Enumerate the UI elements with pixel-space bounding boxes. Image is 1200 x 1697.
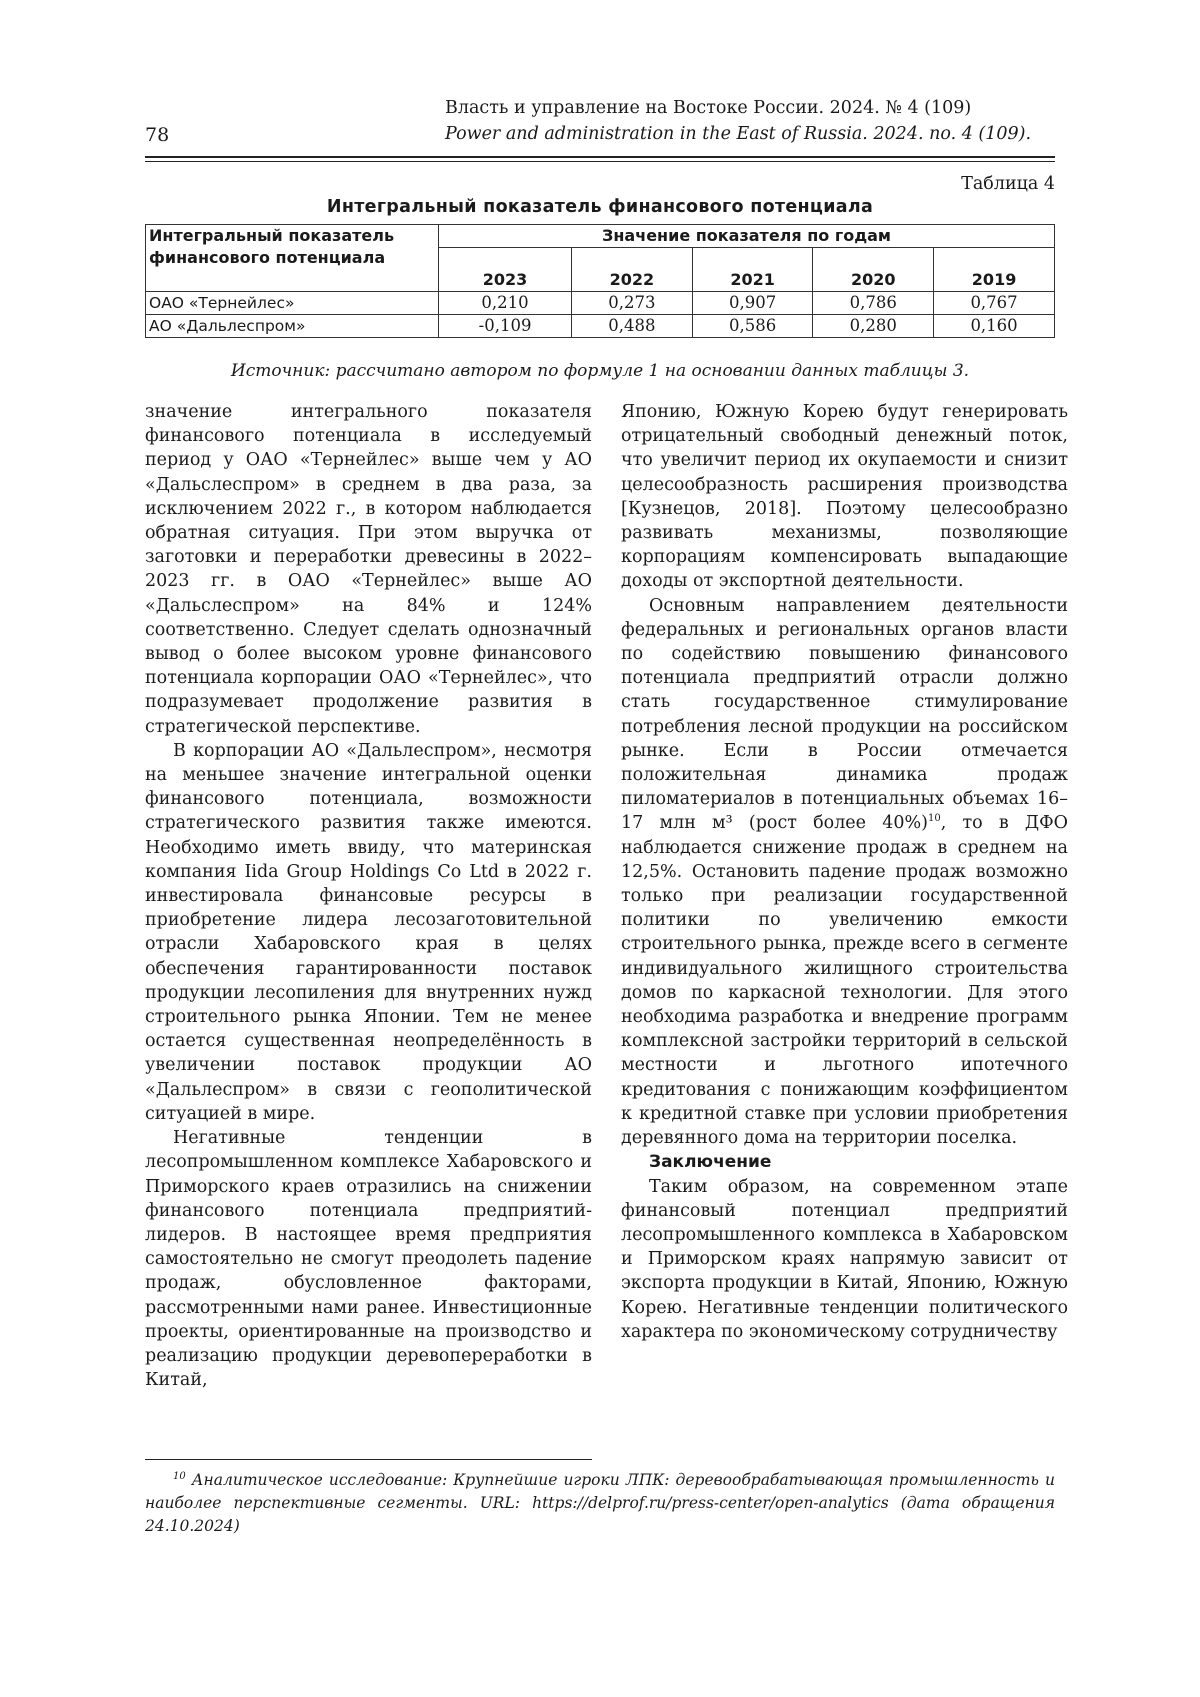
section-heading: Заключение bbox=[649, 1152, 772, 1173]
table-header-indicator: Интегральный показатель финансового потенциала bbox=[146, 225, 439, 292]
table-row-name: ОАО «Тернейлес» bbox=[146, 292, 439, 315]
table-cell: 0,160 bbox=[934, 315, 1055, 338]
paragraph: Японию, Южную Корею будут генерировать отрицательный свободный денежный поток, что увеличит период их окупаемости и снизит целесообразность расширения производства [Кузнецов, 2018]. Поэтому целесообразно развивать механизмы, позволяющие корпорациям компенсировать выпадающие доходы от экспортной деятельности. bbox=[621, 402, 1068, 592]
footnote-reference[interactable]: 10 bbox=[927, 813, 941, 825]
running-header bbox=[145, 98, 1055, 160]
paragraph bbox=[621, 594, 1068, 1151]
left-text-column bbox=[145, 400, 592, 1392]
footnote-text: Аналитическое исследование: Крупнейшие игроки ЛПК: деревообрабатывающая промышленность и наиболее перспективные сегменты. URL: https://delprof.ru/press-center/open-analytics (дата обращения 24.10.2024) bbox=[145, 1471, 1055, 1535]
journal-title-ru: Власть и управление на Востоке России. 2024. № 4 (109) bbox=[445, 98, 972, 118]
table-title: Интегральный показатель финансового потенциала bbox=[326, 197, 874, 217]
table-label: Таблица 4 bbox=[961, 174, 1055, 194]
table-cell: 0,210 bbox=[439, 292, 572, 315]
financial-potential-table bbox=[145, 224, 1055, 338]
paragraph-text: Основным направлением деятельности федеральных и региональных органов власти по содействию повышению финансового потенциала предприятий отрасли должно стать государственное стимулирование потребления лесной продукции на российском рынке. Если в России отмечается положительная динамика продаж пиломатериалов в потенциальных объемах 16–17 млн м³ (рост более 40%) bbox=[621, 595, 1068, 834]
paragraph: В корпорации АО «Дальлеспром», несмотря на меньшее значение интегральной оценки финансового потенциала, возможности стратегического развития также имеются. Необходимо иметь ввиду, что материнская компания Iida Group Holdings Co Ltd в 2022 г. инвестировала финансовые ресурсы в приобретение лидера лесозаготовительной отрасли Хабаровского края в целях обеспечения гарантированности поставок продукции лесопиления для внутренних нужд строительного рынка Японии. Тем не менее остается существенная неопределённость в увеличении поставок продукции АО «Дальлеспром» в связи с геополитической ситуацией в мире. bbox=[145, 740, 592, 1124]
table-row-name: АО «Дальлеспром» bbox=[146, 315, 439, 338]
header-rule-thick bbox=[145, 156, 1055, 158]
table-header-year: 2019 bbox=[934, 248, 1055, 292]
right-text-column bbox=[621, 400, 1068, 1344]
table-cell: 0,907 bbox=[692, 292, 813, 315]
journal-title-en: Power and administration in the East of Russia. 2024. no. 4 (109). bbox=[445, 124, 1032, 144]
footnote-rule bbox=[145, 1459, 592, 1460]
table-header-year: 2021 bbox=[692, 248, 813, 292]
table-header-years-group: Значение показателя по годам bbox=[439, 225, 1055, 248]
paragraph: Таким образом, на современном этапе финансовый потенциал предприятий лесопромышленного комплекса в Хабаровском и Приморском краях напрямую зависит от экспорта продукции в Китай, Японию, Южную Корею. Негативные тенденции политического характера по экономическому сотрудничеству bbox=[621, 1176, 1068, 1342]
table-cell: 0,273 bbox=[572, 292, 693, 315]
table-header-year: 2022 bbox=[572, 248, 693, 292]
table-cell: 0,767 bbox=[934, 292, 1055, 315]
table-source-note: Источник: рассчитано автором по формуле 1 на основании данных таблицы 3. bbox=[230, 361, 970, 381]
table-cell: -0,109 bbox=[439, 315, 572, 338]
table-header-year: 2020 bbox=[813, 248, 934, 292]
table-cell: 0,280 bbox=[813, 315, 934, 338]
page-number: 78 bbox=[145, 124, 170, 146]
header-rule-thin bbox=[145, 161, 1055, 162]
table-row bbox=[146, 315, 1055, 338]
paragraph: значение интегрального показателя финансового потенциала в исследуемый период у ОАО «Тернейлес» выше чем у АО «Дальслеспром» в среднем в два раза, за исключением 2022 г., в котором наблюдается обратная ситуация. При этом выручка от заготовки и переработки древесины в 2022–2023 гг. в ОАО «Тернейлес» выше АО «Дальслеспром» на 84% и 124% соответственно. Следует сделать однозначный вывод о более высоком уровне финансового потенциала корпорации ОАО «Тернейлес», что подразумевает продолжение развития в стратегической перспективе. bbox=[145, 402, 592, 737]
footnote bbox=[145, 1469, 1055, 1538]
table-cell: 0,786 bbox=[813, 292, 934, 315]
footnote-marker: 10 bbox=[173, 1470, 186, 1482]
table-cell: 0,586 bbox=[692, 315, 813, 338]
paragraph-text: , то в ДФО наблюдается снижение продаж в среднем на 12,5%. Остановить падение продаж возможно только при реализации государственной политики по увеличению емкости строительного рынка, прежде всего в сегменте индивидуального жилищного строительства домов по каркасной технологии. Для этого необходима разработка и внедрение программ комплексной застройки территорий в сельской местности и льготного ипотечного кредитования с понижающим коэффициентом к кредитной ставке при условии приобретения деревянного дома на территории поселка. bbox=[621, 813, 1069, 1149]
table-cell: 0,488 bbox=[572, 315, 693, 338]
paragraph: Негативные тенденции в лесопромышленном комплексе Хабаровского и Приморского краев отразились на снижении финансового потенциала предприятий-лидеров. В настоящее время предприятия самостоятельно не смогут преодолеть падение продаж, обусловленное факторами, рассмотренными нами ранее. Инвестиционные проекты, ориентированные на производство и реализацию продукции деревопереработки в Китай, bbox=[145, 1128, 592, 1391]
table-header-year: 2023 bbox=[439, 248, 572, 292]
table-row bbox=[146, 292, 1055, 315]
